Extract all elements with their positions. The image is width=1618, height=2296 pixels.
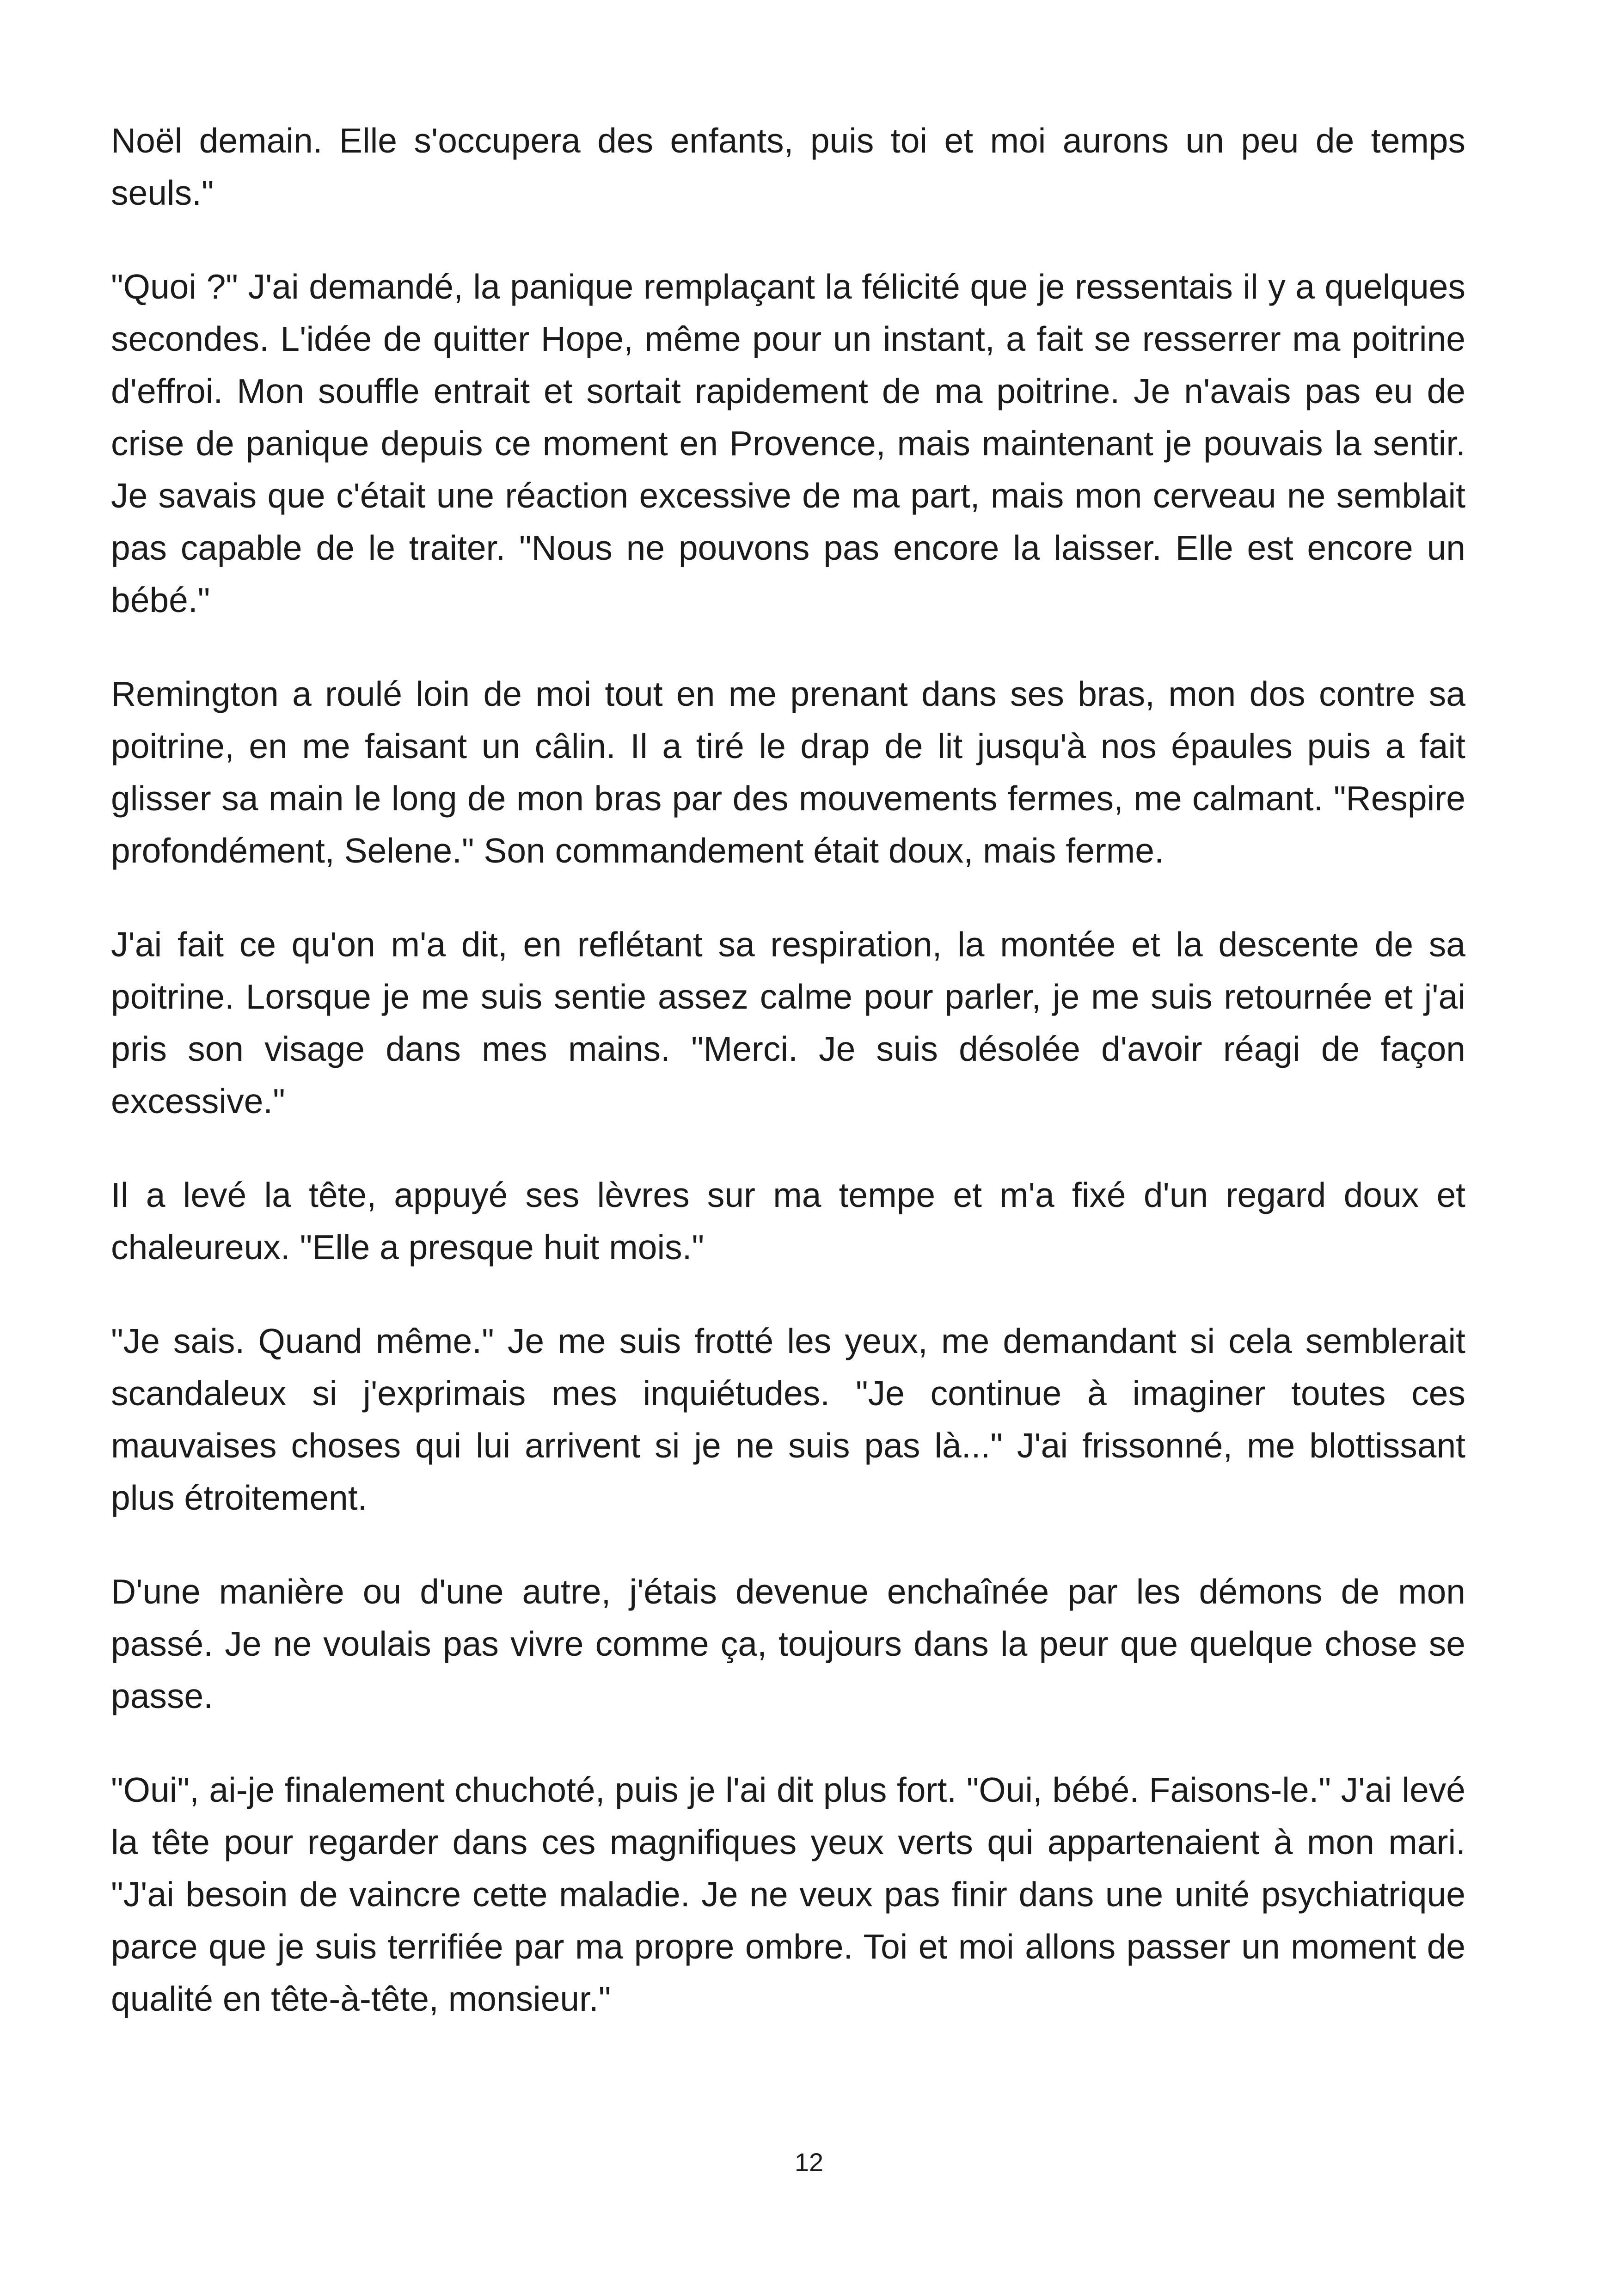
paragraph: "Quoi ?" J'ai demandé, la panique remplaçant la félicité que je ressentais il y a quelques secondes. L'idée de quitter Hope, même pour un instant, a fait se resserrer ma poitrine d'effroi. Mon souffle entrait et sortait rapidement de ma poitrine. Je n'avais pas eu de crise de panique depuis ce moment en Provence, mais maintenant je pouvais la sentir. Je savais que c'était une réaction excessive de ma part, mais mon cerveau ne semblait pas capable de le traiter. "Nous ne pouvons pas encore la laisser. Elle est encore un bébé." — [111, 267, 1465, 619]
paragraph: "Je sais. Quand même." Je me suis frotté les yeux, me demandant si cela semblerait scandaleux si j'exprimais mes inquiétudes. "Je continue à imaginer toutes ces mauvaises choses qui lui arrivent si je ne suis pas là..." J'ai frissonné, me blottissant plus étroitement. — [111, 1322, 1465, 1517]
body-text — [111, 115, 1465, 2067]
paragraph: D'une manière ou d'une autre, j'étais devenue enchaînée par les démons de mon passé. Je ne voulais pas vivre comme ça, toujours dans la peur que quelque chose se passe. — [111, 1572, 1465, 1715]
paragraph: J'ai fait ce qu'on m'a dit, en reflétant sa respiration, la montée et la descente de sa poitrine. Lorsque je me suis sentie assez calme pour parler, je me suis retournée et j'ai pris son visage dans mes mains. "Merci. Je suis désolée d'avoir réagi de façon excessive." — [111, 925, 1465, 1120]
paragraph: Remington a roulé loin de moi tout en me prenant dans ses bras, mon dos contre sa poitrine, en me faisant un câlin. Il a tiré le drap de lit jusqu'à nos épaules puis a fait glisser sa main le long de mon bras par des mouvements fermes, me calmant. "Respire profondément, Selene." Son commandement était doux, mais ferme. — [111, 674, 1465, 870]
paragraph: "Oui", ai-je finalement chuchoté, puis je l'ai dit plus fort. "Oui, bébé. Faisons-le." J'ai levé la tête pour regarder dans ces magnifiques yeux verts qui appartenaient à mon mari. "J'ai besoin de vaincre cette maladie. Je ne veux pas finir dans une unité psychiatrique parce que je suis terrifiée par ma propre ombre. Toi et moi allons passer un moment de qualité en tête-à-tête, monsieur." — [111, 1770, 1465, 2018]
paragraph: Il a levé la tête, appuyé ses lèvres sur ma tempe et m'a fixé d'un regard doux et chaleureux. "Elle a presque huit mois." — [111, 1176, 1465, 1267]
paragraph: Noël demain. Elle s'occupera des enfants, puis toi et moi aurons un peu de temps seuls." — [111, 121, 1465, 212]
page-number: 12 — [794, 2148, 824, 2177]
